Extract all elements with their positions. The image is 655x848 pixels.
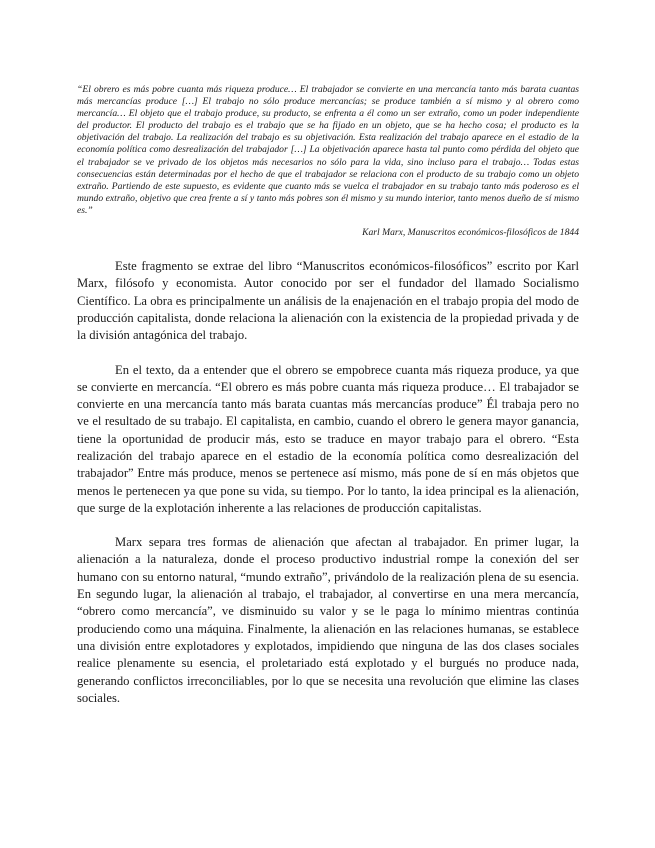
paragraph-forms-of-alienation: Marx separa tres formas de alienación que afectan al trabajador. En primer lugar, la alienación a la naturaleza, donde el proceso productivo industrial rompe la conexión del ser humano con su entorno natural, “mundo extraño”, privándolo de la realización plena de su esencia. En segundo lugar, la alienación al trabajo, el trabajador, al convertirse en una mera mercancía, “obrero como mercancía”, ve disminuido su valor y se le paga lo mínimo mientras continúa produciendo como una máquina. Finalmente, la alienación en las relaciones humanas, se establece una división entre explotadores y explotados, impidiendo que ninguna de las dos clases sociales realice plenamente su esencia, el proletariado está explotado y el burgués no produce nada, generando conflictos irreconciliables, por lo que se necesita una revolución que elimine las clases sociales. xyxy=(77,535,579,705)
marx-quote: “El obrero es más pobre cuanta más riqueza produce… El trabajador se convierte en una mercancía tanto más barata cuantas más mercancías produce […] El trabajo no sólo produce mercancías; se produce también a sí mismo y al obrero como mercancía… El objeto que el trabajo produce, su producto, se enfrenta a él como un ser extraño, como un poder independiente del productor. El producto del trabajo es el trabajo que se ha fijado en un objeto, que se ha hecho cosa; el producto es la objetivación del trabajo. La realización del trabajo es su objetivación. Esta realización del trabajo aparece en el estadio de la economía política como desrealización del trabajador […] La objetivación aparece hasta tal punto como pérdida del objeto que el trabajador se ve privado de los objetos más necesarios no sólo para la vida, sino incluso para el trabajo… Todas estas consecuencias están determinadas por el hecho de que el trabajador se relaciona con el producto de su trabajo como un objeto extraño. Partiendo de este supuesto, es evidente que cuanto más se vuelca el trabajador en su trabajo tanto más poderoso es el mundo extraño, objetivo que crea frente a sí y tanto más pobres son él mismo y su mundo interior, tanto menos dueño de sí mismo es.” xyxy=(77,84,579,216)
document-page xyxy=(77,84,579,707)
paragraph-introduction: Este fragmento se extrae del libro “Manuscritos económicos-filosóficos” escrito por Karl Marx, filósofo y economista. Autor conocido por ser el fundador del llamado Socialismo Científico. La obra es principalmente un análisis de la enajenación en el trabajo propia del modo de producción capitalista, donde relaciona la alienación con la existencia de la propiedad privada y de la división antagónica del trabajo. xyxy=(77,259,579,343)
paragraph-main-idea: En el texto, da a entender que el obrero se empobrece cuanta más riqueza produce, ya que se convierte en mercancía. “El obrero es más pobre cuanta más riqueza produce… El trabajador se convierte en una mercancía tanto más barata cuantas más mercancías produce” Él trabaja pero no ve el resultado de su trabajo. El capitalista, en cambio, cuando el obrero le genera mayor ganancia, tiene la oportunidad de producir más, esto se traduce en mayor trabajo para el obrero. “Esta realización del trabajo aparece en el estadio de la economía política como desrealización del trabajador” Entre más produce, menos se pertenece así mismo, más pone de sí en más objetos que menos le pertenecen ya que pone su vida, su tiempo. Por lo tanto, la idea principal es la alienación, que surge de la explotación inherente a las relaciones de producción capitalistas. xyxy=(77,362,579,515)
quote-attribution: Karl Marx, Manuscritos económicos-filosóficos de 1844 xyxy=(362,227,579,239)
